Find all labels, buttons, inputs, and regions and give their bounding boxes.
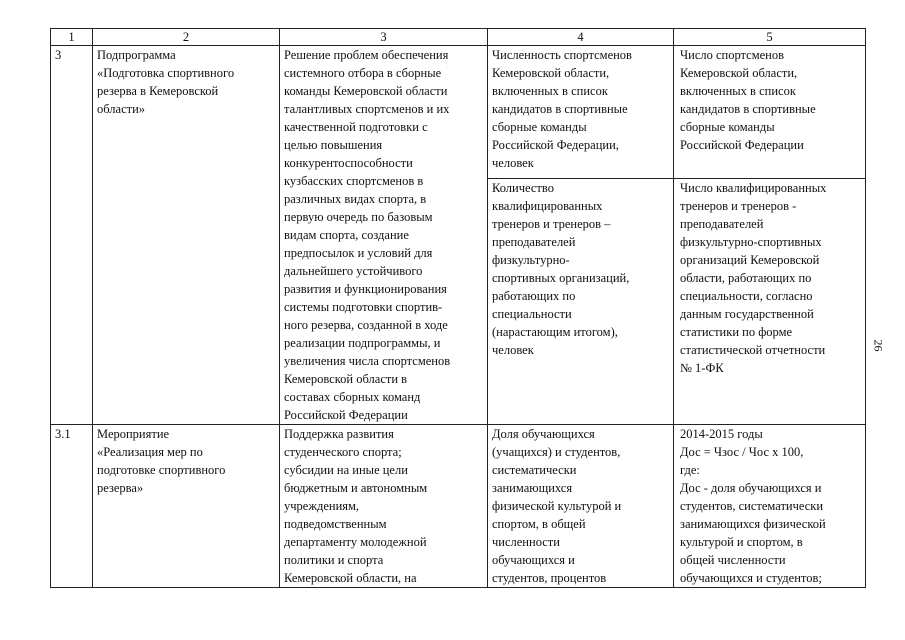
column-number-3: 3 bbox=[280, 29, 488, 46]
text-line: системы подготовки спортив- bbox=[284, 300, 443, 314]
text-line: Доля обучающихся bbox=[492, 427, 595, 441]
text-line: Численность спортсменов bbox=[492, 48, 632, 62]
calculation-athletes-count bbox=[674, 46, 866, 179]
text-line: преподавателей bbox=[680, 216, 764, 231]
text-line: занимающихся bbox=[492, 481, 573, 495]
text-line: подведомственным bbox=[284, 517, 387, 531]
text-line: «Реализация мер по bbox=[97, 445, 203, 459]
text-line: занимающихся физической bbox=[680, 517, 826, 531]
text-line: развития и функционирования bbox=[284, 282, 447, 296]
text-line: системного отбора в сборные bbox=[284, 66, 442, 80]
text-line: резерва» bbox=[97, 481, 144, 495]
text-line: политики и спорта bbox=[284, 553, 384, 567]
text-line: обучающихся и студентов; bbox=[680, 571, 822, 585]
text-line: области» bbox=[97, 102, 146, 116]
text-line: обучающихся и bbox=[492, 553, 575, 567]
column-number-4: 4 bbox=[488, 29, 674, 46]
text-line: Количество bbox=[492, 180, 554, 195]
text-line: Кемеровской области, bbox=[680, 66, 798, 80]
text-line: Дос = Чзос / Чос x 100, bbox=[680, 445, 804, 459]
text-line: квалифицированных bbox=[492, 198, 603, 213]
text-line: данным государственной bbox=[680, 306, 814, 321]
subprogram-description bbox=[280, 46, 488, 425]
text-line: тренеров и тренеров - bbox=[680, 198, 797, 213]
text-line: субсидии на иные цели bbox=[284, 463, 408, 477]
text-line: спортивных организаций, bbox=[492, 270, 630, 285]
indicator-athletes-count bbox=[488, 46, 674, 179]
text-line: студентов, систематически bbox=[680, 499, 824, 513]
measure-description bbox=[280, 425, 488, 588]
text-line: учреждениям, bbox=[284, 499, 360, 513]
text-line: первую очередь по базовым bbox=[284, 210, 433, 224]
text-line: увеличения числа спортсменов bbox=[284, 354, 451, 368]
text-line: где: bbox=[680, 463, 700, 477]
text-line: Кемеровской области, на bbox=[284, 571, 417, 585]
text-line: резерва в Кемеровской bbox=[97, 84, 219, 98]
text-line: Мероприятие bbox=[97, 427, 170, 441]
text-line: культурой и спортом, в bbox=[680, 535, 803, 549]
indicator-qualified-trainers bbox=[488, 178, 674, 424]
text-line: численности bbox=[492, 535, 560, 549]
text-line: Кемеровской области, bbox=[492, 66, 610, 80]
text-line: человек bbox=[492, 156, 534, 170]
text-line: Число квалифицированных bbox=[680, 180, 827, 195]
text-line: физкультурно-спортивных bbox=[680, 234, 822, 249]
text-line: Российской Федерации, bbox=[492, 138, 619, 152]
text-line: «Подготовка спортивного bbox=[97, 66, 235, 80]
text-line: сборные команды bbox=[492, 120, 587, 134]
text-line: включенных в список bbox=[492, 84, 608, 98]
text-line: видам спорта, создание bbox=[284, 228, 409, 242]
indicator-students-share bbox=[488, 425, 674, 588]
text-line: работающих по bbox=[492, 288, 576, 303]
measure-name bbox=[93, 425, 280, 588]
text-line: реализации подпрограммы, и bbox=[284, 336, 441, 350]
text-line: Число спортсменов bbox=[680, 48, 785, 62]
text-line: физической культурой и bbox=[492, 499, 622, 513]
text-line: включенных в список bbox=[680, 84, 796, 98]
text-line: специальности bbox=[492, 306, 572, 321]
text-line: различных видах спорта, в bbox=[284, 192, 427, 206]
subprogram-name bbox=[93, 46, 280, 425]
text-line: составах сборных команд bbox=[284, 390, 421, 404]
text-line: 2014-2015 годы bbox=[680, 427, 763, 441]
text-line: подготовке спортивного bbox=[97, 463, 226, 477]
text-line: статистической отчетности bbox=[680, 342, 826, 357]
row-number: 3.1 bbox=[51, 425, 93, 588]
text-line: предпосылок и условий для bbox=[284, 246, 433, 260]
column-number-1: 1 bbox=[51, 29, 93, 46]
column-number-2: 2 bbox=[93, 29, 280, 46]
text-line: Решение проблем обеспечения bbox=[284, 48, 449, 62]
text-line: ного резерва, созданной в ходе bbox=[284, 318, 448, 332]
column-number-5: 5 bbox=[674, 29, 866, 46]
text-line: № 1-ФК bbox=[680, 360, 724, 375]
text-line: статистики по форме bbox=[680, 324, 793, 339]
text-line: человек bbox=[492, 342, 534, 357]
table-row-measure bbox=[51, 425, 866, 588]
text-line: бюджетным и автономным bbox=[284, 481, 428, 495]
text-line: тренеров и тренеров – bbox=[492, 216, 611, 231]
table-row-subprogram bbox=[51, 46, 866, 179]
text-line: Кемеровской области в bbox=[284, 372, 408, 386]
row-number: 3 bbox=[51, 46, 93, 425]
text-line: Дос - доля обучающихся и bbox=[680, 481, 822, 495]
text-line: команды Кемеровской области bbox=[284, 84, 448, 98]
text-line: (учащихся) и студентов, bbox=[492, 445, 621, 459]
text-line: общей численности bbox=[680, 553, 786, 567]
indicator-table bbox=[50, 28, 866, 588]
text-line: кандидатов в спортивные bbox=[492, 102, 628, 116]
text-line: сборные команды bbox=[680, 120, 775, 134]
text-line: кузбасских спортсменов в bbox=[284, 174, 424, 188]
column-number-row bbox=[51, 29, 866, 46]
text-line: организаций Кемеровской bbox=[680, 252, 820, 267]
text-line: студенческого спорта; bbox=[284, 445, 402, 459]
text-line: Российской Федерации bbox=[680, 138, 804, 152]
text-line: целью повышения bbox=[284, 138, 383, 152]
calculation-students-share bbox=[674, 425, 866, 588]
text-line: дальнейшего устойчивого bbox=[284, 264, 423, 278]
text-line: специальности, согласно bbox=[680, 288, 813, 303]
text-line: Российской Федерации bbox=[284, 408, 408, 422]
text-line: систематически bbox=[492, 463, 577, 477]
text-line: качественной подготовки с bbox=[284, 120, 428, 134]
text-line: департаменту молодежной bbox=[284, 535, 427, 549]
text-line: спортом, в общей bbox=[492, 517, 586, 531]
text-line: Поддержка развития bbox=[284, 427, 394, 441]
text-line: Подпрограмма bbox=[97, 48, 176, 62]
text-line: кандидатов в спортивные bbox=[680, 102, 816, 116]
text-line: области, работающих по bbox=[680, 270, 812, 285]
page-number: 26 bbox=[871, 339, 886, 352]
text-line: физкультурно- bbox=[492, 252, 570, 267]
text-line: преподавателей bbox=[492, 234, 576, 249]
text-line: студентов, процентов bbox=[492, 571, 607, 585]
calculation-qualified-trainers bbox=[674, 178, 866, 424]
text-line: конкурентоспособности bbox=[284, 156, 413, 170]
text-line: талантливых спортсменов и их bbox=[284, 102, 450, 116]
text-line: (нарастающим итогом), bbox=[492, 324, 618, 339]
